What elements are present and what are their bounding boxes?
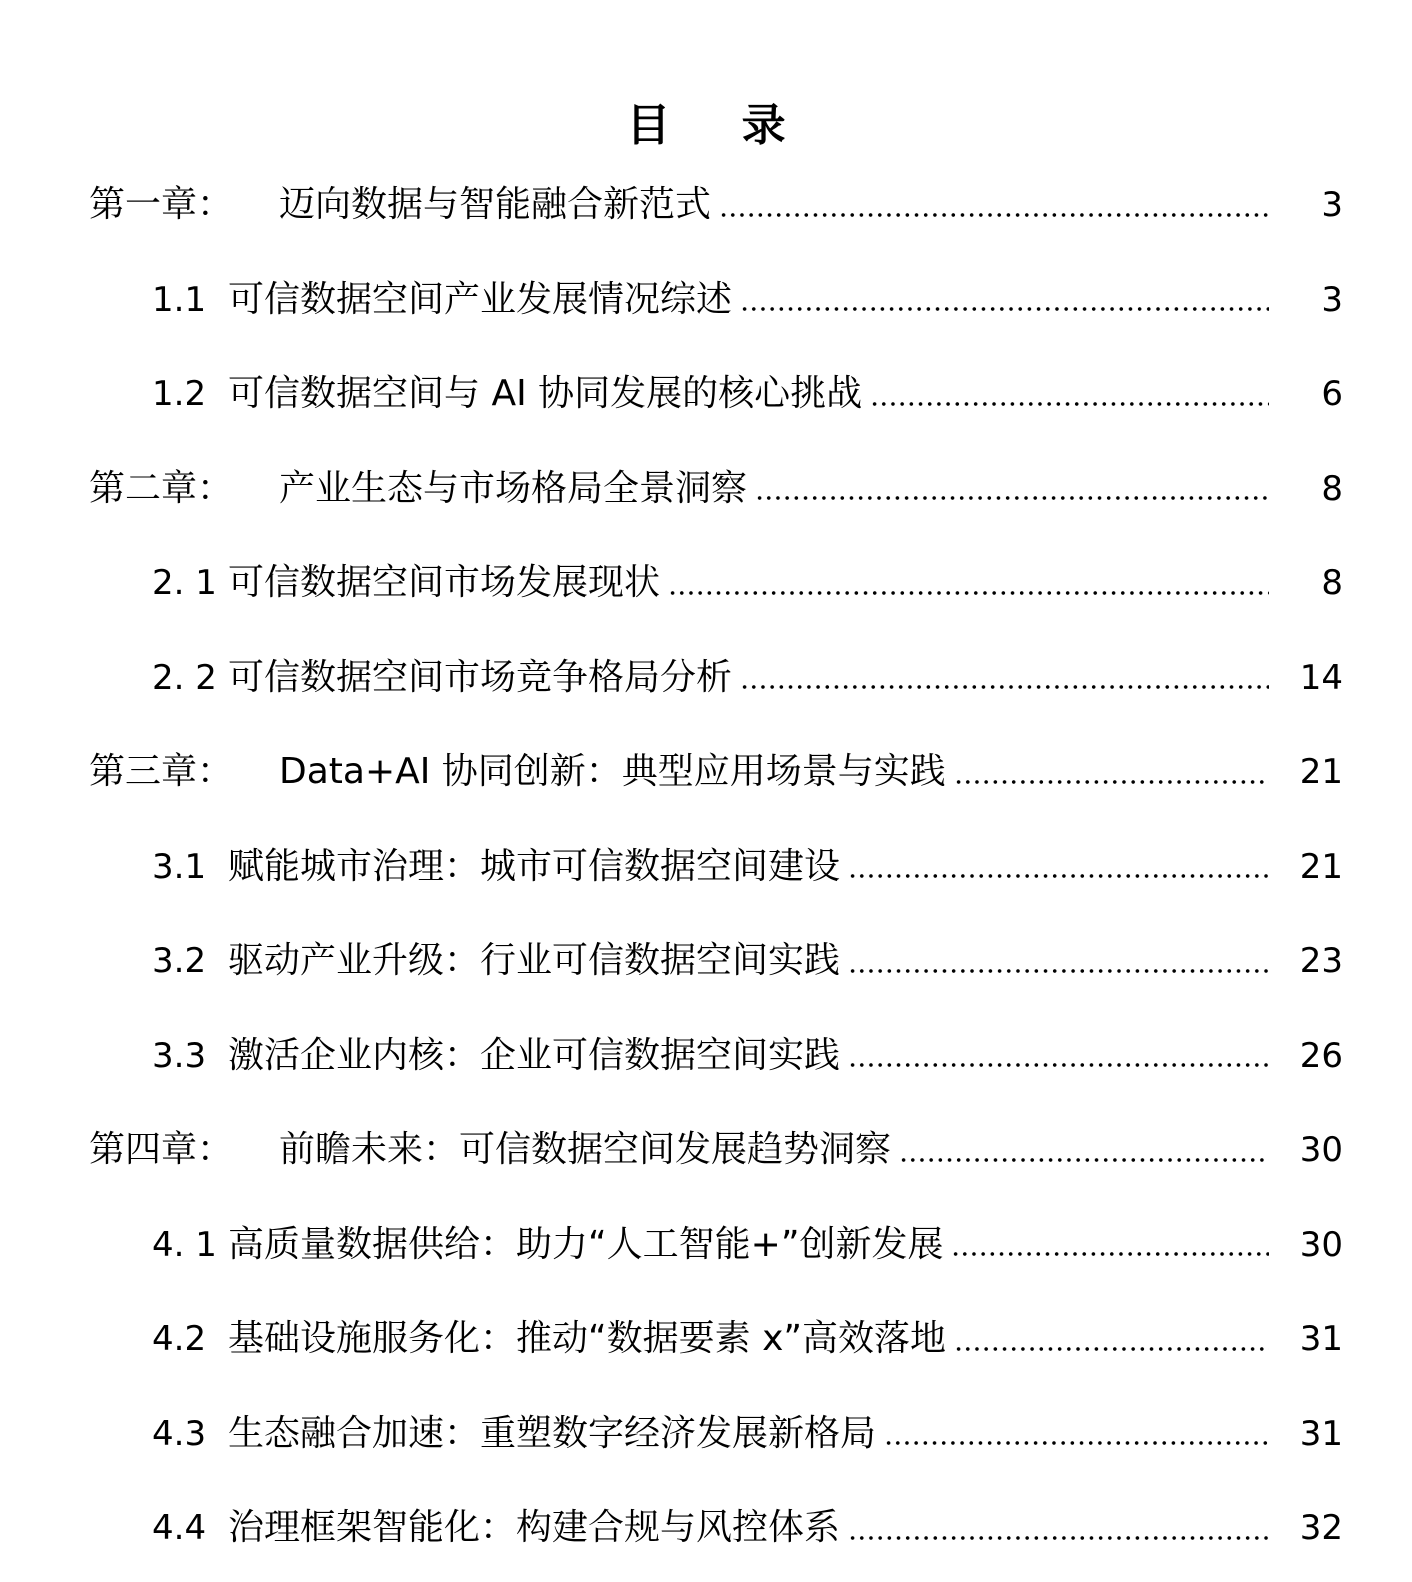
section-title: 驱动产业升级：行业可信数据空间实践 [228,940,841,982]
toc-chapter-4[interactable] [0,1103,1412,1198]
chapter-title: 迈向数据与智能融合新范式 [279,184,712,226]
dot-leader [848,1063,1269,1067]
chapter-number: 第二章： [89,467,234,509]
page-number: 32 [1299,1508,1343,1549]
chapter-number: 第三章： [89,751,234,793]
page-number: 31 [1299,1319,1343,1360]
chapter-title: 前瞻未来：可信数据空间发展趋势洞察 [279,1129,892,1171]
dot-leader [954,780,1269,784]
section-number: 2. 1 [152,563,217,604]
toc-section-1-2[interactable] [0,347,1412,442]
dot-leader [884,1441,1269,1445]
section-title: 可信数据空间市场发展现状 [228,562,661,604]
dot-leader [848,1536,1269,1540]
dot-leader [954,1347,1269,1351]
page-number: 30 [1299,1224,1343,1265]
section-title: 可信数据空间产业发展情况综述 [228,278,733,320]
page-number: 3 [1321,279,1343,320]
page-number: 8 [1321,563,1343,604]
section-title: 可信数据空间与 AI 协同发展的核心挑战 [228,373,863,415]
toc-chapter-3[interactable] [0,725,1412,820]
section-number: 4.3 [152,1413,207,1454]
dot-leader [740,685,1269,689]
toc-section-1-1[interactable] [0,253,1412,348]
dot-leader [755,496,1269,500]
chapter-title: 产业生态与市场格局全景洞察 [279,467,748,509]
section-number: 1.1 [152,279,207,320]
section-title: 治理框架智能化：构建合规与风控体系 [228,1507,841,1549]
section-title: 激活企业内核：企业可信数据空间实践 [228,1034,841,1076]
dot-leader [719,213,1269,217]
page-number: 21 [1299,752,1343,793]
toc-section-4-1[interactable] [0,1198,1412,1293]
section-number: 4.4 [152,1508,207,1549]
section-title: 生态融合加速：重塑数字经济发展新格局 [228,1412,877,1454]
chapter-title: Data+AI 协同创新：典型应用场景与实践 [279,751,946,793]
toc-chapter-2[interactable] [0,442,1412,537]
dot-leader [899,1158,1269,1162]
page-number: 26 [1299,1035,1343,1076]
toc-section-2-1[interactable] [0,536,1412,631]
section-title: 赋能城市治理：城市可信数据空间建设 [228,845,841,887]
toc-section-2-2[interactable] [0,631,1412,726]
dot-leader [740,307,1269,311]
chapter-number: 第四章： [89,1129,234,1171]
toc-section-3-3[interactable] [0,1009,1412,1104]
section-title: 高质量数据供给：助力“人工智能+”创新发展 [228,1223,944,1265]
page-number: 21 [1299,846,1343,887]
dot-leader [870,402,1269,406]
page-number: 23 [1299,941,1343,982]
toc-section-3-1[interactable] [0,820,1412,915]
section-number: 3.2 [152,941,207,982]
dot-leader [848,874,1269,878]
section-number: 2. 2 [152,657,217,698]
page-number: 8 [1321,468,1343,509]
chapter-number: 第一章： [89,184,234,226]
section-number: 4.2 [152,1319,207,1360]
toc-section-4-2[interactable] [0,1292,1412,1387]
page-number: 14 [1299,657,1343,698]
page-number: 6 [1321,374,1343,415]
toc-section-4-3[interactable] [0,1387,1412,1482]
dot-leader [848,969,1269,973]
section-title: 基础设施服务化：推动“数据要素 x”高效落地 [228,1318,947,1360]
toc-section-4-4[interactable] [0,1481,1412,1576]
section-title: 可信数据空间市场竞争格局分析 [228,656,733,698]
dot-leader [951,1252,1269,1256]
section-number: 4. 1 [152,1224,217,1265]
page-number: 31 [1299,1413,1343,1454]
table-of-contents [0,158,1412,1576]
page-title: 目 录 [626,100,814,152]
section-number: 3.3 [152,1035,207,1076]
toc-section-3-2[interactable] [0,914,1412,1009]
section-number: 3.1 [152,846,207,887]
dot-leader [668,591,1269,595]
page-number: 30 [1299,1130,1343,1171]
page-number: 3 [1321,185,1343,226]
section-number: 1.2 [152,374,207,415]
toc-chapter-1[interactable] [0,158,1412,253]
